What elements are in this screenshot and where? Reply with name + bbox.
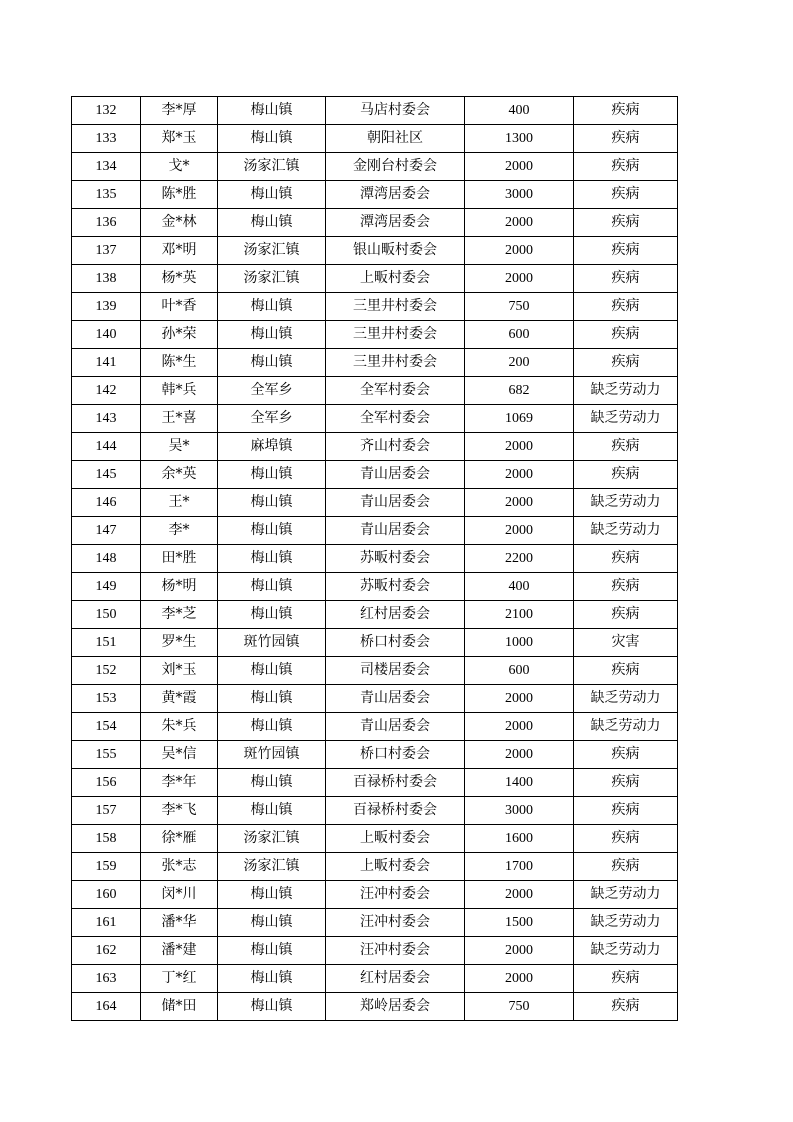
amount-cell: 1400 [465, 769, 574, 797]
town-cell: 梅山镇 [218, 909, 326, 937]
amount-cell: 1600 [465, 825, 574, 853]
amount-cell: 1500 [465, 909, 574, 937]
village-committee-cell: 齐山村委会 [326, 433, 465, 461]
town-cell: 汤家汇镇 [218, 825, 326, 853]
table-row [72, 881, 678, 909]
town-cell: 梅山镇 [218, 601, 326, 629]
village-committee-cell: 司楼居委会 [326, 657, 465, 685]
table-row [72, 657, 678, 685]
row-number-cell: 152 [72, 657, 141, 685]
amount-cell: 2000 [465, 685, 574, 713]
village-committee-cell: 汪冲村委会 [326, 909, 465, 937]
village-committee-cell: 金刚台村委会 [326, 153, 465, 181]
reason-cell: 缺乏劳动力 [574, 405, 678, 433]
amount-cell: 2000 [465, 153, 574, 181]
reason-cell: 疾病 [574, 769, 678, 797]
village-committee-cell: 青山居委会 [326, 489, 465, 517]
amount-cell: 2000 [465, 265, 574, 293]
town-cell: 梅山镇 [218, 293, 326, 321]
town-cell: 梅山镇 [218, 769, 326, 797]
town-cell: 梅山镇 [218, 993, 326, 1021]
row-number-cell: 150 [72, 601, 141, 629]
village-committee-cell: 三里井村委会 [326, 321, 465, 349]
reason-cell: 疾病 [574, 993, 678, 1021]
row-number-cell: 145 [72, 461, 141, 489]
name-cell: 余*英 [141, 461, 218, 489]
row-number-cell: 164 [72, 993, 141, 1021]
table-row [72, 265, 678, 293]
reason-cell: 疾病 [574, 321, 678, 349]
reason-cell: 缺乏劳动力 [574, 713, 678, 741]
reason-cell: 疾病 [574, 573, 678, 601]
row-number-cell: 132 [72, 97, 141, 125]
table-row [72, 601, 678, 629]
amount-cell: 750 [465, 293, 574, 321]
amount-cell: 2000 [465, 713, 574, 741]
name-cell: 叶*香 [141, 293, 218, 321]
town-cell: 斑竹园镇 [218, 629, 326, 657]
reason-cell: 疾病 [574, 125, 678, 153]
table-row [72, 769, 678, 797]
table-row [72, 321, 678, 349]
reason-cell: 疾病 [574, 825, 678, 853]
town-cell: 梅山镇 [218, 713, 326, 741]
name-cell: 王* [141, 489, 218, 517]
name-cell: 吴*信 [141, 741, 218, 769]
name-cell: 吴* [141, 433, 218, 461]
name-cell: 田*胜 [141, 545, 218, 573]
name-cell: 张*志 [141, 853, 218, 881]
name-cell: 李*年 [141, 769, 218, 797]
amount-cell: 1069 [465, 405, 574, 433]
reason-cell: 疾病 [574, 965, 678, 993]
table-row [72, 153, 678, 181]
town-cell: 汤家汇镇 [218, 853, 326, 881]
amount-cell: 1700 [465, 853, 574, 881]
name-cell: 杨*英 [141, 265, 218, 293]
name-cell: 陈*生 [141, 349, 218, 377]
reason-cell: 疾病 [574, 853, 678, 881]
reason-cell: 疾病 [574, 349, 678, 377]
village-committee-cell: 青山居委会 [326, 713, 465, 741]
row-number-cell: 153 [72, 685, 141, 713]
row-number-cell: 156 [72, 769, 141, 797]
row-number-cell: 143 [72, 405, 141, 433]
amount-cell: 2000 [465, 517, 574, 545]
village-committee-cell: 上畈村委会 [326, 825, 465, 853]
name-cell: 郑*玉 [141, 125, 218, 153]
table-row [72, 237, 678, 265]
table-row [72, 713, 678, 741]
row-number-cell: 159 [72, 853, 141, 881]
town-cell: 汤家汇镇 [218, 153, 326, 181]
amount-cell: 2000 [465, 937, 574, 965]
row-number-cell: 141 [72, 349, 141, 377]
village-committee-cell: 朝阳社区 [326, 125, 465, 153]
reason-cell: 疾病 [574, 181, 678, 209]
reason-cell: 疾病 [574, 209, 678, 237]
amount-cell: 1000 [465, 629, 574, 657]
town-cell: 梅山镇 [218, 349, 326, 377]
amount-cell: 750 [465, 993, 574, 1021]
table-row [72, 545, 678, 573]
row-number-cell: 138 [72, 265, 141, 293]
town-cell: 梅山镇 [218, 517, 326, 545]
reason-cell: 缺乏劳动力 [574, 377, 678, 405]
amount-cell: 2100 [465, 601, 574, 629]
table-row [72, 909, 678, 937]
table-row [72, 993, 678, 1021]
village-committee-cell: 马店村委会 [326, 97, 465, 125]
reason-cell: 缺乏劳动力 [574, 489, 678, 517]
table-row [72, 209, 678, 237]
amount-cell: 2000 [465, 461, 574, 489]
row-number-cell: 139 [72, 293, 141, 321]
village-committee-cell: 银山畈村委会 [326, 237, 465, 265]
reason-cell: 缺乏劳动力 [574, 881, 678, 909]
town-cell: 梅山镇 [218, 573, 326, 601]
table-row [72, 293, 678, 321]
village-committee-cell: 苏畈村委会 [326, 545, 465, 573]
name-cell: 黄*霞 [141, 685, 218, 713]
row-number-cell: 140 [72, 321, 141, 349]
amount-cell: 400 [465, 97, 574, 125]
town-cell: 全军乡 [218, 377, 326, 405]
village-committee-cell: 汪冲村委会 [326, 881, 465, 909]
village-committee-cell: 上畈村委会 [326, 853, 465, 881]
town-cell: 梅山镇 [218, 965, 326, 993]
row-number-cell: 155 [72, 741, 141, 769]
town-cell: 梅山镇 [218, 181, 326, 209]
amount-cell: 2200 [465, 545, 574, 573]
row-number-cell: 163 [72, 965, 141, 993]
amount-cell: 2000 [465, 489, 574, 517]
name-cell: 李*飞 [141, 797, 218, 825]
name-cell: 潘*华 [141, 909, 218, 937]
town-cell: 梅山镇 [218, 461, 326, 489]
name-cell: 韩*兵 [141, 377, 218, 405]
town-cell: 全军乡 [218, 405, 326, 433]
town-cell: 梅山镇 [218, 125, 326, 153]
village-committee-cell: 上畈村委会 [326, 265, 465, 293]
name-cell: 闵*川 [141, 881, 218, 909]
reason-cell: 缺乏劳动力 [574, 685, 678, 713]
town-cell: 梅山镇 [218, 685, 326, 713]
name-cell: 李*厚 [141, 97, 218, 125]
village-committee-cell: 汪冲村委会 [326, 937, 465, 965]
reason-cell: 疾病 [574, 237, 678, 265]
row-number-cell: 154 [72, 713, 141, 741]
name-cell: 孙*荣 [141, 321, 218, 349]
town-cell: 斑竹园镇 [218, 741, 326, 769]
row-number-cell: 135 [72, 181, 141, 209]
amount-cell: 682 [465, 377, 574, 405]
row-number-cell: 136 [72, 209, 141, 237]
row-number-cell: 161 [72, 909, 141, 937]
row-number-cell: 147 [72, 517, 141, 545]
row-number-cell: 142 [72, 377, 141, 405]
amount-cell: 2000 [465, 433, 574, 461]
town-cell: 麻埠镇 [218, 433, 326, 461]
name-cell: 朱*兵 [141, 713, 218, 741]
records-table [71, 96, 678, 1021]
reason-cell: 缺乏劳动力 [574, 909, 678, 937]
reason-cell: 疾病 [574, 265, 678, 293]
table-row [72, 433, 678, 461]
table-row [72, 517, 678, 545]
town-cell: 梅山镇 [218, 545, 326, 573]
amount-cell: 200 [465, 349, 574, 377]
reason-cell: 缺乏劳动力 [574, 517, 678, 545]
village-committee-cell: 郑岭居委会 [326, 993, 465, 1021]
row-number-cell: 149 [72, 573, 141, 601]
town-cell: 汤家汇镇 [218, 265, 326, 293]
row-number-cell: 133 [72, 125, 141, 153]
reason-cell: 疾病 [574, 433, 678, 461]
reason-cell: 疾病 [574, 797, 678, 825]
name-cell: 金*林 [141, 209, 218, 237]
village-committee-cell: 三里井村委会 [326, 293, 465, 321]
table-row [72, 181, 678, 209]
village-committee-cell: 青山居委会 [326, 685, 465, 713]
reason-cell: 疾病 [574, 97, 678, 125]
name-cell: 王*喜 [141, 405, 218, 433]
amount-cell: 600 [465, 321, 574, 349]
table-row [72, 97, 678, 125]
reason-cell: 缺乏劳动力 [574, 937, 678, 965]
table-row [72, 489, 678, 517]
row-number-cell: 158 [72, 825, 141, 853]
amount-cell: 3000 [465, 797, 574, 825]
table-row [72, 685, 678, 713]
village-committee-cell: 桥口村委会 [326, 741, 465, 769]
amount-cell: 600 [465, 657, 574, 685]
name-cell: 丁*红 [141, 965, 218, 993]
amount-cell: 400 [465, 573, 574, 601]
village-committee-cell: 潭湾居委会 [326, 209, 465, 237]
village-committee-cell: 百禄桥村委会 [326, 769, 465, 797]
town-cell: 梅山镇 [218, 209, 326, 237]
table-row [72, 405, 678, 433]
table-row [72, 461, 678, 489]
amount-cell: 2000 [465, 237, 574, 265]
name-cell: 储*田 [141, 993, 218, 1021]
table-row [72, 125, 678, 153]
village-committee-cell: 全军村委会 [326, 377, 465, 405]
row-number-cell: 148 [72, 545, 141, 573]
village-committee-cell: 青山居委会 [326, 461, 465, 489]
village-committee-cell: 桥口村委会 [326, 629, 465, 657]
name-cell: 陈*胜 [141, 181, 218, 209]
table-row [72, 797, 678, 825]
amount-cell: 2000 [465, 965, 574, 993]
reason-cell: 疾病 [574, 741, 678, 769]
table-row [72, 349, 678, 377]
row-number-cell: 151 [72, 629, 141, 657]
town-cell: 梅山镇 [218, 489, 326, 517]
village-committee-cell: 百禄桥村委会 [326, 797, 465, 825]
reason-cell: 灾害 [574, 629, 678, 657]
reason-cell: 疾病 [574, 293, 678, 321]
name-cell: 刘*玉 [141, 657, 218, 685]
name-cell: 罗*生 [141, 629, 218, 657]
row-number-cell: 157 [72, 797, 141, 825]
table-row [72, 965, 678, 993]
village-committee-cell: 苏畈村委会 [326, 573, 465, 601]
town-cell: 梅山镇 [218, 881, 326, 909]
village-committee-cell: 青山居委会 [326, 517, 465, 545]
name-cell: 戈* [141, 153, 218, 181]
town-cell: 梅山镇 [218, 97, 326, 125]
table-row [72, 573, 678, 601]
name-cell: 徐*雁 [141, 825, 218, 853]
town-cell: 梅山镇 [218, 321, 326, 349]
village-committee-cell: 红村居委会 [326, 601, 465, 629]
table-row [72, 377, 678, 405]
name-cell: 李*芝 [141, 601, 218, 629]
amount-cell: 2000 [465, 881, 574, 909]
table-row [72, 629, 678, 657]
village-committee-cell: 全军村委会 [326, 405, 465, 433]
row-number-cell: 160 [72, 881, 141, 909]
name-cell: 李* [141, 517, 218, 545]
reason-cell: 疾病 [574, 601, 678, 629]
reason-cell: 疾病 [574, 657, 678, 685]
village-committee-cell: 红村居委会 [326, 965, 465, 993]
row-number-cell: 146 [72, 489, 141, 517]
name-cell: 潘*建 [141, 937, 218, 965]
town-cell: 梅山镇 [218, 937, 326, 965]
table-row [72, 853, 678, 881]
amount-cell: 2000 [465, 209, 574, 237]
village-committee-cell: 潭湾居委会 [326, 181, 465, 209]
table-row [72, 937, 678, 965]
records-table-body [72, 97, 678, 1021]
table-row [72, 741, 678, 769]
reason-cell: 疾病 [574, 153, 678, 181]
village-committee-cell: 三里井村委会 [326, 349, 465, 377]
row-number-cell: 137 [72, 237, 141, 265]
amount-cell: 3000 [465, 181, 574, 209]
name-cell: 邓*明 [141, 237, 218, 265]
town-cell: 梅山镇 [218, 797, 326, 825]
reason-cell: 疾病 [574, 545, 678, 573]
amount-cell: 2000 [465, 741, 574, 769]
amount-cell: 1300 [465, 125, 574, 153]
town-cell: 梅山镇 [218, 657, 326, 685]
row-number-cell: 144 [72, 433, 141, 461]
name-cell: 杨*明 [141, 573, 218, 601]
town-cell: 汤家汇镇 [218, 237, 326, 265]
reason-cell: 疾病 [574, 461, 678, 489]
table-row [72, 825, 678, 853]
row-number-cell: 162 [72, 937, 141, 965]
row-number-cell: 134 [72, 153, 141, 181]
